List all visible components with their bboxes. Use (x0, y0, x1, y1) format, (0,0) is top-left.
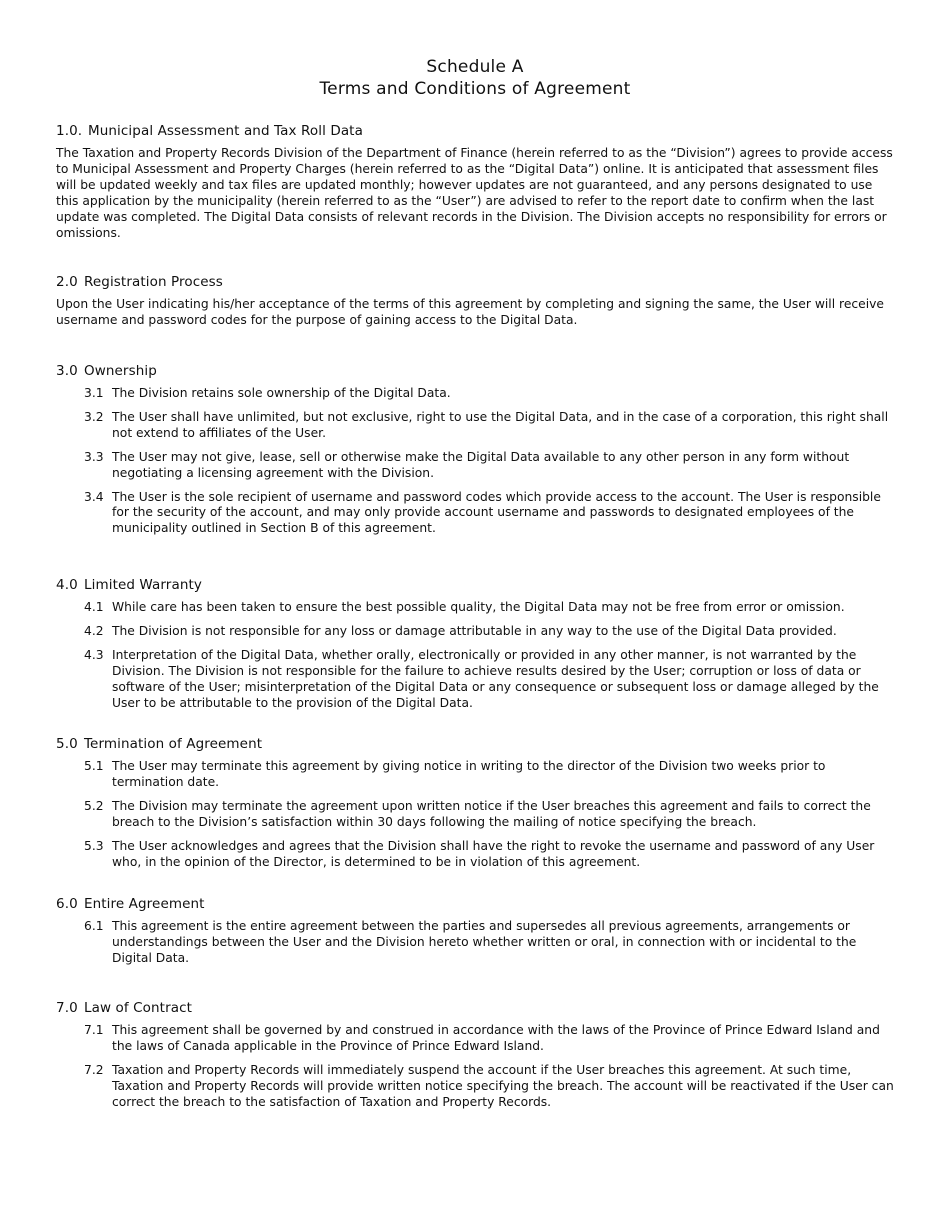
section-heading (56, 122, 898, 140)
section-heading (56, 735, 898, 753)
clause-text: The User may terminate this agreement by giving notice in writing to the director of the Division two weeks prior to termination date. (112, 759, 826, 789)
clause-item (56, 839, 898, 871)
section-title: Entire Agreement (84, 896, 205, 912)
clause-number: 3.3 (84, 449, 104, 464)
clause-number: 7.1 (84, 1023, 104, 1037)
clause-text: This agreement is the entire agreement between the parties and supersedes all previous agreements, arrangements or understandings between the User and the Division hereto whether written or oral, in connection with or incidental to the Digital Data. (112, 919, 857, 965)
section-law-of-contract (56, 999, 898, 1119)
section-registration-process (56, 273, 898, 329)
section-number: 3.0 (56, 363, 78, 379)
section-heading (56, 576, 898, 594)
clause-item (56, 648, 898, 712)
clause-text: The Division may terminate the agreement upon written notice if the User breaches this agreement and fails to correct the breach to the Division’s satisfaction within 30 days following the mailing of notice specifying the breach. (112, 798, 871, 829)
section-body: Upon the User indicating his/her acceptance of the terms of this agreement by completing and signing the same, the User will receive username and password codes for the purpose of gaining access to the Digital Data. (56, 297, 884, 327)
clause-text: The User is the sole recipient of username and password codes which provide access to the account. The User is responsible for the security of the account, and may only provide account username and passwords to designated employees of the municipality outlined in Section B of this agreement. (112, 489, 881, 536)
clause-text: Taxation and Property Records will immediately suspend the account if the User breaches this agreement. At such time, Taxation and Property Records will provide written notice specifying the breach. The account will be reactivated if the User can correct the breach to the satisfaction of Taxation and Property Records. (112, 1062, 894, 1109)
section-municipal-assessment (56, 122, 898, 241)
clause-number: 7.2 (84, 1062, 104, 1077)
section-ownership (56, 362, 898, 545)
section-title: Termination of Agreement (84, 736, 263, 752)
section-termination (56, 735, 898, 878)
section-number: 1.0. (56, 123, 83, 139)
clause-item (56, 759, 898, 791)
clause-item (56, 490, 898, 538)
clause-text: The User may not give, lease, sell or otherwise make the Digital Data available to any other person in any form without negotiating a licensing agreement with the Division. (112, 449, 850, 480)
section-body: The Taxation and Property Records Division of the Department of Finance (herein referred to as the “Division”) agrees to provide access to Municipal Assessment and Property Charges (herein referred to as the “Digital Data”) online. It is anticipated that assessment files will be updated weekly and tax files are updated monthly; however updates are not guaranteed, and any persons designated to use this application by the municipality (herein referred to as the “User”) are advised to refer to the report date to confirm when the last update was completed. The Digital Data consists of relevant records in the Division. The Division accepts no responsibility for errors or omissions. (56, 146, 893, 240)
clause-item (56, 600, 898, 616)
section-title: Municipal Assessment and Tax Roll Data (88, 123, 363, 139)
section-title: Limited Warranty (84, 577, 202, 593)
clause-list (56, 1023, 898, 1111)
section-number: 2.0 (56, 274, 78, 290)
clause-text: This agreement shall be governed by and construed in accordance with the laws of the Province of Prince Edward Island and the laws of Canada applicable in the Province of Prince Edward Island. (112, 1023, 880, 1053)
document-title (0, 56, 950, 100)
clause-number: 5.2 (84, 798, 104, 813)
clause-text: Interpretation of the Digital Data, whether orally, electronically or provided in any other manner, is not warranted by the Division. The Division is not responsible for the failure to achieve results desired by the User; corruption or loss of data or software of the User; misinterpretation of the Digital Data or any consequence or subsequent loss or damage alleged by the User to be attributable to the provision of the Digital Data. (112, 647, 879, 710)
clause-item (56, 919, 898, 967)
clause-text: The Division is not responsible for any loss or damage attributable in any way to the use of the Digital Data provided. (112, 623, 837, 638)
clause-number: 5.3 (84, 838, 104, 853)
clause-number: 3.1 (84, 386, 104, 400)
section-heading (56, 999, 898, 1017)
section-entire-agreement (56, 895, 898, 975)
clause-item (56, 624, 898, 640)
clause-list (56, 600, 898, 711)
clause-text: The User shall have unlimited, but not exclusive, right to use the Digital Data, and in the case of a corporation, this right shall not extend to affiliates of the User. (112, 409, 889, 440)
section-limited-warranty (56, 576, 898, 719)
clause-list (56, 919, 898, 967)
clause-text: While care has been taken to ensure the best possible quality, the Digital Data may not be free from error or omission. (112, 600, 845, 614)
clause-number: 6.1 (84, 919, 104, 933)
clause-item (56, 386, 898, 402)
title-schedule: Schedule A (426, 57, 524, 77)
clause-item (56, 450, 898, 482)
title-terms: Terms and Conditions of Agreement (319, 79, 631, 99)
clause-item (56, 799, 898, 831)
section-title: Registration Process (84, 274, 223, 290)
section-number: 6.0 (56, 896, 78, 912)
section-title: Law of Contract (84, 1000, 193, 1016)
clause-number: 4.3 (84, 647, 104, 662)
clause-item (56, 1023, 898, 1055)
clause-number: 4.2 (84, 623, 104, 638)
clause-text: The User acknowledges and agrees that the Division shall have the right to revoke the username and password of any User who, in the opinion of the Director, is determined to be in violation of this agreement. (112, 838, 875, 869)
clause-item (56, 1063, 898, 1111)
clause-number: 5.1 (84, 759, 104, 773)
section-heading (56, 273, 898, 291)
section-number: 4.0 (56, 577, 78, 593)
section-number: 7.0 (56, 1000, 78, 1016)
clause-item (56, 410, 898, 442)
section-heading (56, 362, 898, 380)
clause-list (56, 386, 898, 537)
clause-number: 4.1 (84, 600, 104, 614)
clause-number: 3.4 (84, 489, 104, 504)
clause-list (56, 759, 898, 870)
section-heading (56, 895, 898, 913)
section-number: 5.0 (56, 736, 78, 752)
clause-text: The Division retains sole ownership of the Digital Data. (112, 386, 451, 400)
section-title: Ownership (84, 363, 157, 379)
clause-number: 3.2 (84, 409, 104, 424)
